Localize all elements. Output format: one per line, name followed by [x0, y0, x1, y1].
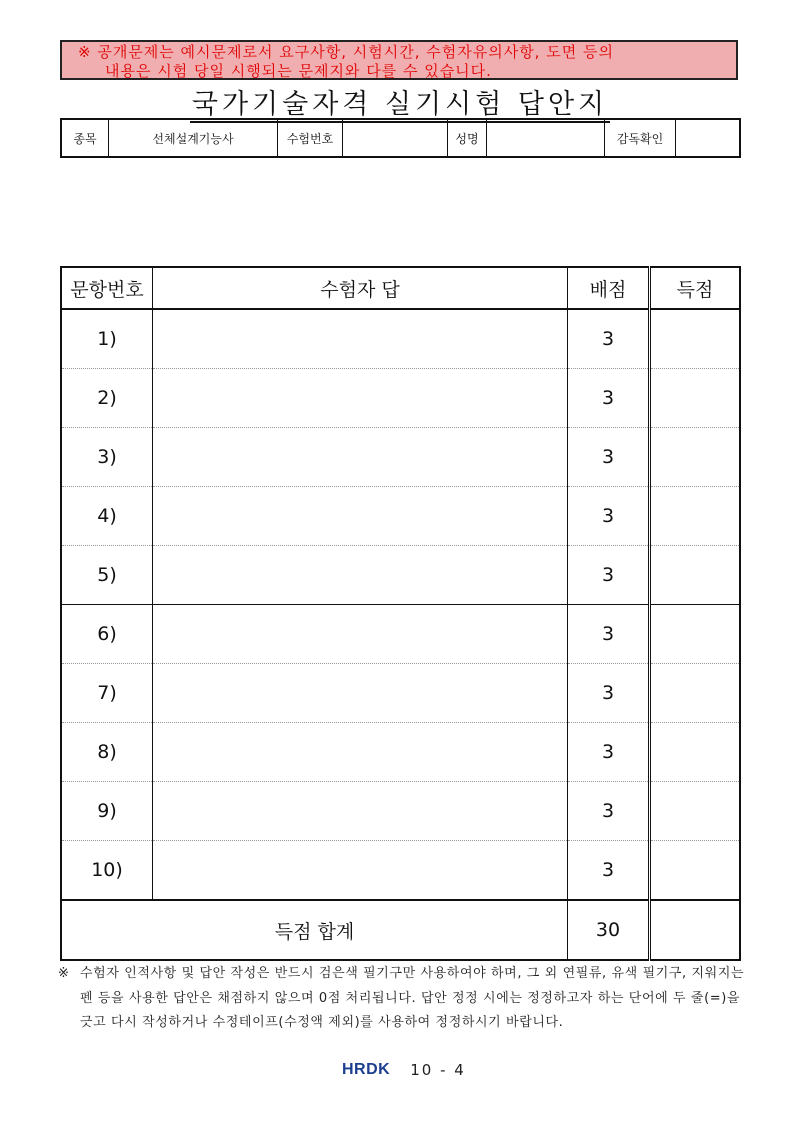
name-label: 성명 — [448, 119, 487, 157]
score-cell[interactable] — [650, 664, 741, 723]
table-row — [61, 723, 740, 782]
supervisor-label: 감독확인 — [605, 119, 676, 157]
answer-cell[interactable] — [153, 369, 568, 428]
notice-line-2: 내용은 시험 당일 시행되는 문제지와 다를 수 있습니다. — [105, 62, 492, 80]
score-cell[interactable] — [650, 605, 741, 664]
score-cell[interactable] — [650, 309, 741, 369]
score-cell[interactable] — [650, 428, 741, 487]
score-cell[interactable] — [650, 782, 741, 841]
answer-cell[interactable] — [153, 487, 568, 546]
points-cell: 3 — [568, 723, 650, 782]
header-score: 득점 — [650, 267, 741, 309]
answer-cell[interactable] — [153, 782, 568, 841]
table-row — [61, 369, 740, 428]
score-cell[interactable] — [650, 723, 741, 782]
page-number: 10 - 4 — [410, 1061, 466, 1079]
question-no: 6) — [61, 605, 153, 664]
answer-cell[interactable] — [153, 605, 568, 664]
page-title — [0, 82, 800, 121]
table-row — [61, 664, 740, 723]
question-no: 8) — [61, 723, 153, 782]
question-no: 5) — [61, 546, 153, 605]
question-no: 7) — [61, 664, 153, 723]
answer-table — [60, 266, 741, 961]
points-cell: 3 — [568, 309, 650, 369]
table-row — [61, 605, 740, 664]
footnote — [58, 962, 748, 1036]
points-cell: 3 — [568, 782, 650, 841]
points-cell: 3 — [568, 605, 650, 664]
points-cell: 3 — [568, 487, 650, 546]
exam-no-label: 수험번호 — [278, 119, 343, 157]
header-points: 배점 — [568, 267, 650, 309]
notice-line-1: ※ 공개문제는 예시문제로서 요구사항, 시험시간, 수험자유의사항, 도면 등의 — [78, 43, 614, 61]
supervisor-field[interactable] — [676, 119, 741, 157]
field-label: 종목 — [61, 119, 109, 157]
score-cell[interactable] — [650, 546, 741, 605]
page-footer — [342, 1060, 466, 1080]
footnote-mark: ※ — [58, 966, 70, 981]
answer-cell[interactable] — [153, 841, 568, 901]
hrdk-logo: HRDK — [342, 1061, 391, 1078]
notice-box — [60, 40, 738, 80]
points-cell: 3 — [568, 664, 650, 723]
question-no: 3) — [61, 428, 153, 487]
name-field[interactable] — [487, 119, 605, 157]
score-cell[interactable] — [650, 841, 741, 901]
question-no: 9) — [61, 782, 153, 841]
exam-no-field[interactable] — [343, 119, 448, 157]
total-label: 득점 합계 — [61, 900, 568, 960]
table-row — [61, 782, 740, 841]
table-row — [61, 487, 740, 546]
question-no: 1) — [61, 309, 153, 369]
page-title-text: 국가기술자격 실기시험 답안지 — [190, 89, 610, 123]
answer-cell[interactable] — [153, 723, 568, 782]
footnote-text: 수험자 인적사항 및 답안 작성은 반드시 검은색 필기구만 사용하여야 하며, 그 외 연필류, 유색 필기구, 지워지는 펜 등을 사용한 답안은 채점하지 않으며 0점 처리됩니다. 답안 정정 시에는 정정하고자 하는 단어에 두 줄(=)을 긋고 다시 작성하거나 수정테이프(수정액 제외)를 사용하여 정정하시기 바랍니다. — [80, 966, 745, 1030]
points-cell: 3 — [568, 369, 650, 428]
points-cell: 3 — [568, 841, 650, 901]
candidate-info-table — [60, 118, 741, 158]
score-cell[interactable] — [650, 487, 741, 546]
score-cell[interactable] — [650, 369, 741, 428]
table-row — [61, 841, 740, 901]
table-row — [61, 428, 740, 487]
question-no: 4) — [61, 487, 153, 546]
table-row — [61, 309, 740, 369]
candidate-info-row — [61, 119, 740, 157]
total-score[interactable] — [650, 900, 741, 960]
answer-table-header — [61, 267, 740, 309]
answer-cell[interactable] — [153, 546, 568, 605]
total-points: 30 — [568, 900, 650, 960]
answer-cell[interactable] — [153, 664, 568, 723]
field-value: 선체설계기능사 — [109, 119, 278, 157]
points-cell: 3 — [568, 546, 650, 605]
points-cell: 3 — [568, 428, 650, 487]
answer-cell[interactable] — [153, 428, 568, 487]
question-no: 10) — [61, 841, 153, 901]
header-answer: 수험자 답 — [153, 267, 568, 309]
question-no: 2) — [61, 369, 153, 428]
total-row — [61, 900, 740, 960]
header-question-no: 문항번호 — [61, 267, 153, 309]
answer-cell[interactable] — [153, 309, 568, 369]
table-row — [61, 546, 740, 605]
